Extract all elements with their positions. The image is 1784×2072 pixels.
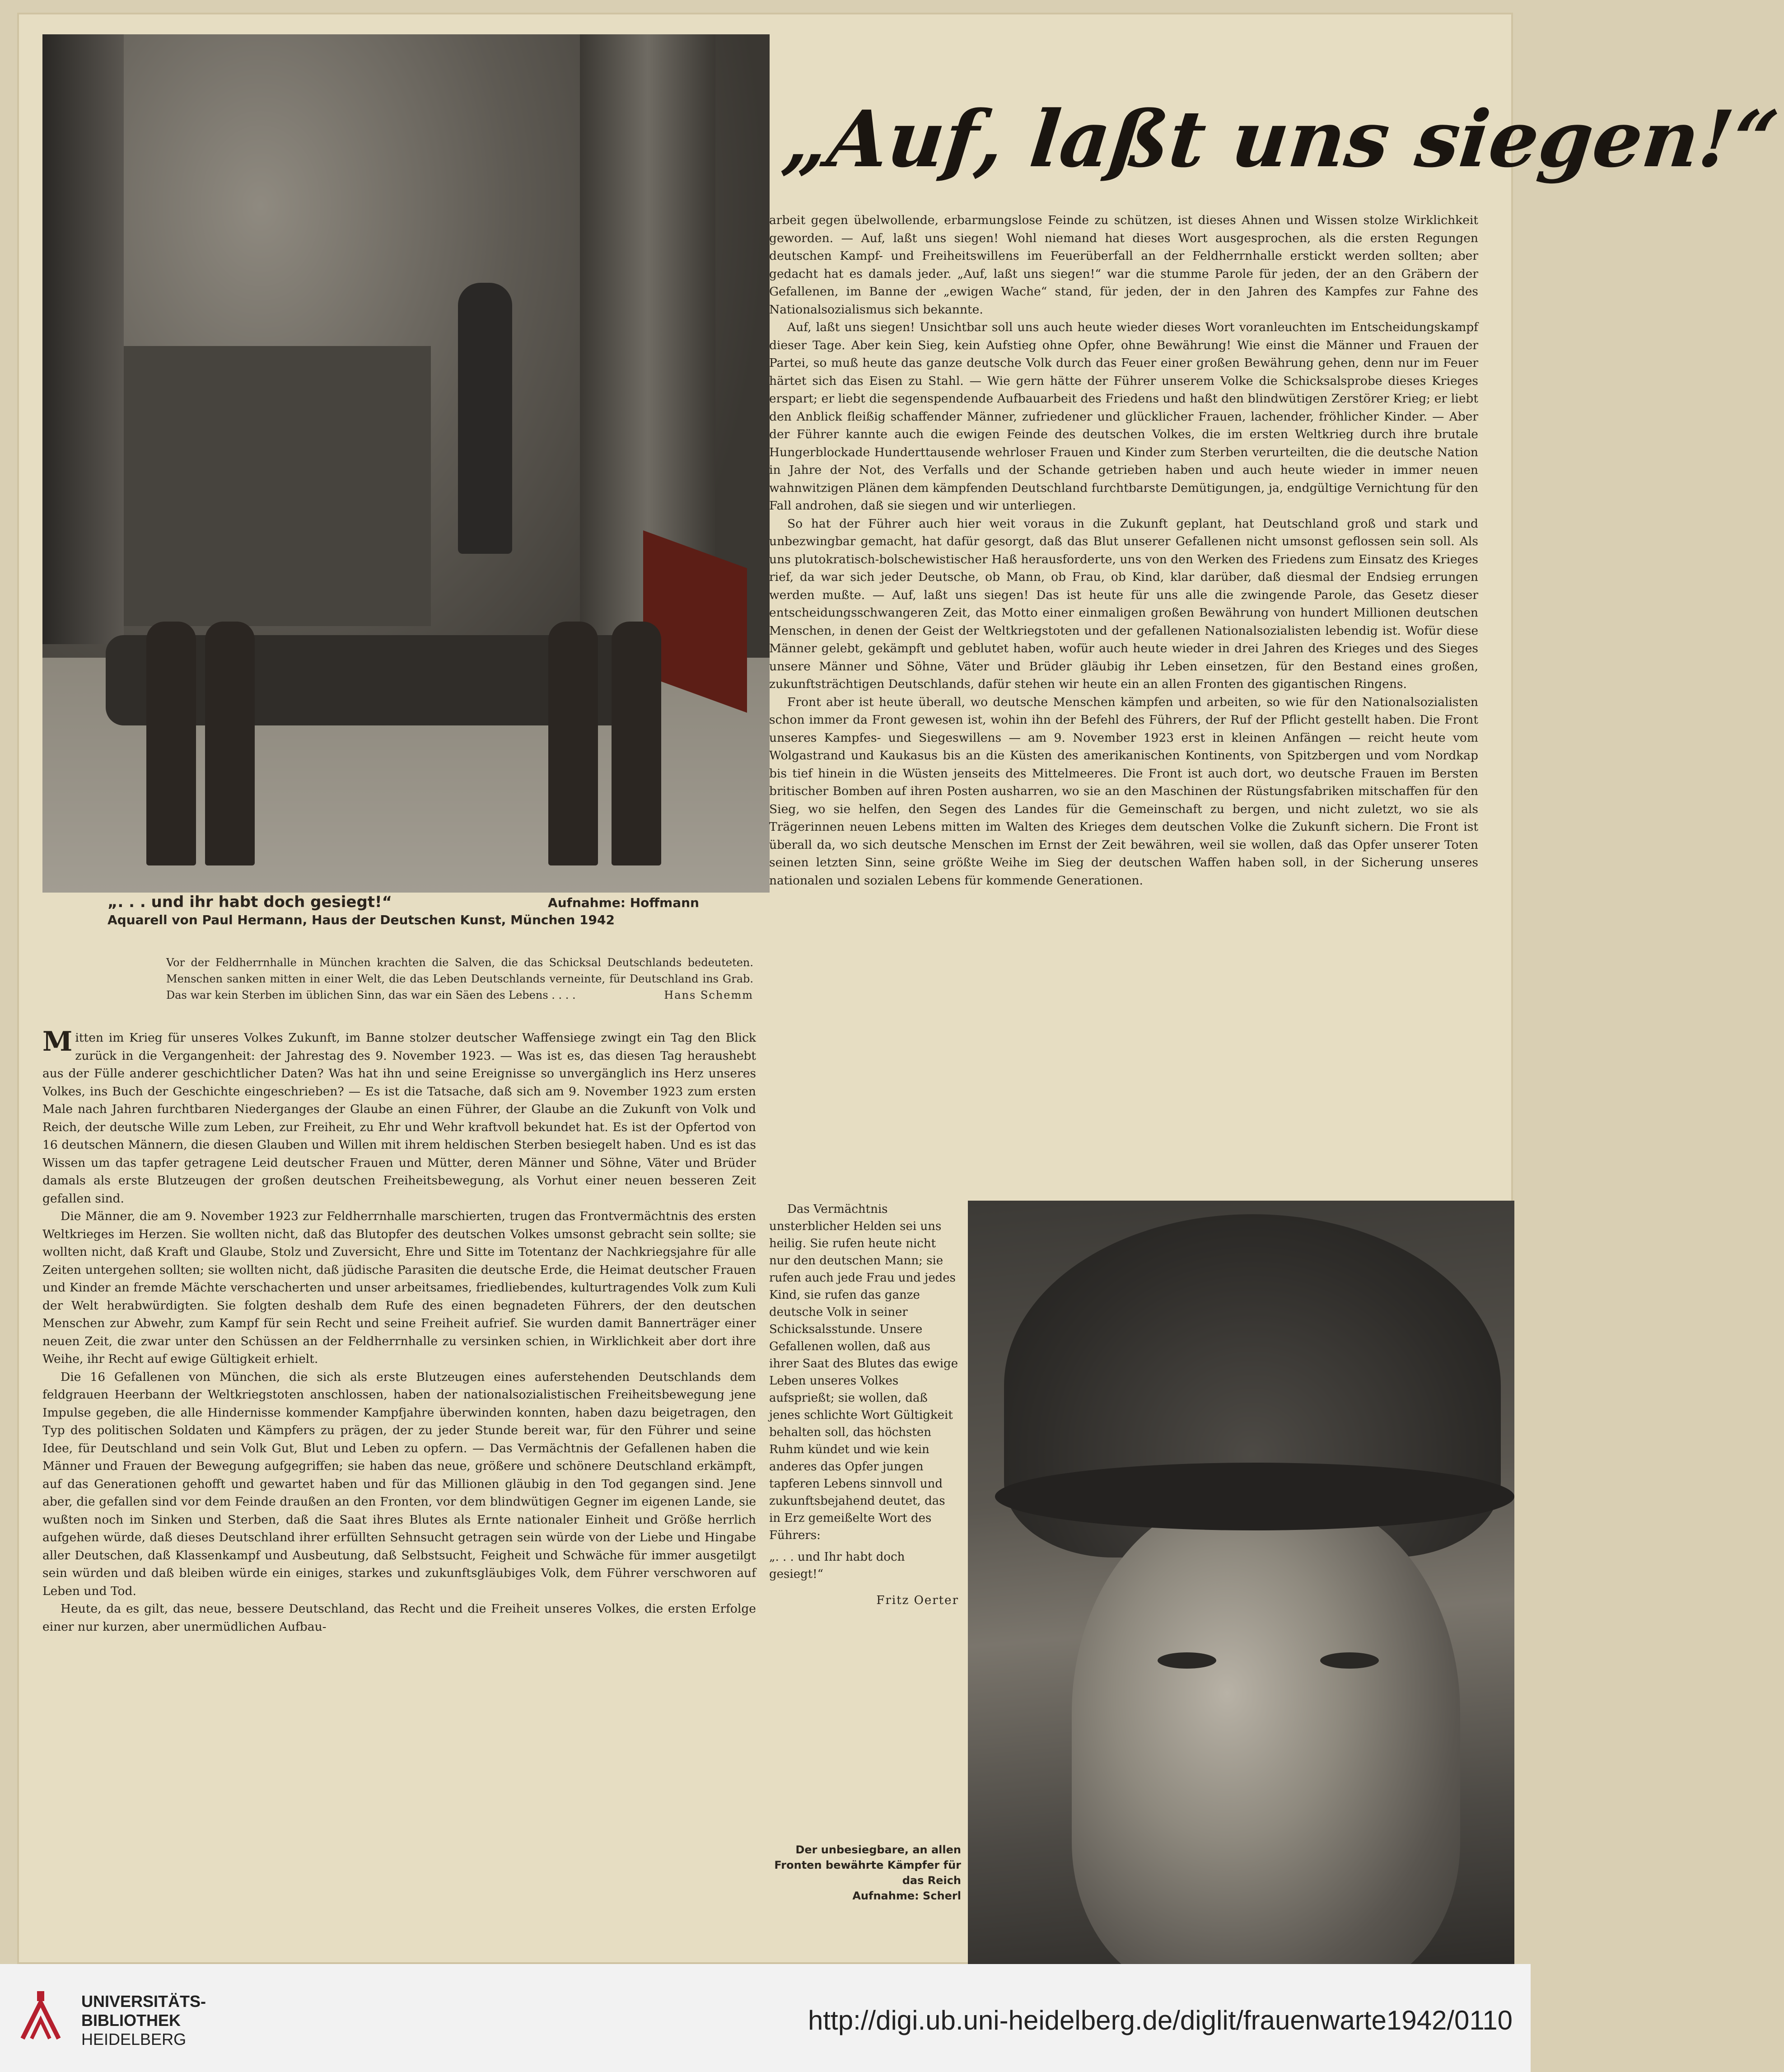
intro-signature: Hans Schemm <box>664 989 753 1001</box>
photo2-caption-credit: Aufnahme: Scherl <box>852 1890 961 1902</box>
fuehrer-quote: „. . . und Ihr habt doch gesiegt!“ <box>769 1550 905 1581</box>
library-line3: HEIDELBERG <box>81 2030 187 2049</box>
library-line2: BIBLIOTHEK <box>81 2011 181 2030</box>
photo1-caption-line2: Aquarell von Paul Hermann, Haus der Deutschen Kunst, München 1942 <box>107 912 615 927</box>
library-name <box>81 1992 206 2049</box>
right-column <box>769 211 1478 889</box>
library-line1: UNIVERSITÄTS- <box>81 1992 206 2011</box>
page-title: „Auf, laßt uns siegen!“ <box>778 93 1783 185</box>
feldherrnhalle-photo <box>42 34 770 893</box>
photo2-caption <box>758 1842 961 1904</box>
left-paragraph-2: Die Männer, die am 9. November 1923 zur Feldherrnhalle marschierten, trugen das Frontvermächtnis des ersten Weltkrieges im Herzen. Sie wollten nicht, daß das Blutopfer des deutschen Volkes umsonst gebracht sein sollte; sie wollten nicht, daß Kraft und Glaube, Stolz und Zuversicht, Ehre und Sitte im Totentanz der Nachkriegsjahre für alle Zeiten untergehen sollten; sie wollten nicht, daß jüdische Parasiten die deutsche Erde, die Heimat deutscher Frauen und Kinder an fremde Mächte verschacherten und unser arbeitsames, friedliebendes, kulturtragendes Volk zum Kuli der Welt herabwürdigten. Sie folgten deshalb dem Rufe des einen begnadeten Führers, der den deutschen Menschen zur Abwehr, zum Kampf für sein Recht und seine Freiheit aufrief. Sie wurden damit Bannerträger einer neuen Zeit, die zwar unter den Schüssen an der Feldherrnhalle zu versinken schien, in Wirklichkeit aber dort ihre Weihe, ihr Recht auf ewige Gültigkeit erhielt. <box>42 1209 756 1366</box>
intro-text: Vor der Feldherrnhalle in München krachten die Salven, die das Schicksal Deutschlands bedeuteten. Menschen sanken mitten in einer Welt, die das Leben Deutschlands verneinte, für Deutschland ins Grab. Das war kein Sterben im üblichen Sinn, das war ein Säen des Lebens . . . . <box>166 956 753 1001</box>
drop-initial: M <box>42 1026 73 1057</box>
intro-quote <box>166 954 753 1003</box>
photo1-caption <box>107 893 699 929</box>
right-paragraph-4: Front aber ist heute überall, wo deutsche Menschen kämpfen und arbeiten, so wie für den Nationalsozialisten schon immer da Front gewesen ist, wohin ihn der Befehl des Führers, der Ruf der Pflicht gestellt haben. Die Front unseres Kampfes- und Siegeswillens — am 9. November 1923 erst in kleinen Anfängen — reicht heute vom Wolgastrand und Kaukasus bis an die Küsten des amerikanischen Kontinents, von Spitzbergen und vom Nordkap bis tief hinein in die Wüsten jenseits des Mittelmeeres. Die Front ist auch dort, wo deutsche Frauen im Bersten britischer Bomben auf ihren Posten ausharren, wo sie an den Maschinen der Rüstungsfabriken mitschaffen für den Sieg, wo sie helfen, den Segen des Landes für die Gemeinschaft zu bergen, und nicht zuletzt, wo sie als Trägerinnen neuen Lebens mitten im Walten des Krieges dem deutschen Volke die Zukunft sichern. Die Front ist überall da, wo sich deutsche Menschen im Ernst der Zeit bewähren, weil sie wollen, daß das Opfer unserer Toten seinen letzten Sinn, seine größte Weihe im Sieg der deutschen Waffen haben soll, in der Sicherung unseres nationalen und sozialen Lebens für kommende Generationen. <box>769 695 1478 888</box>
right-paragraph-2: Auf, laßt uns siegen! Unsichtbar soll uns auch heute wieder dieses Wort voranleuchten im Entscheidungskampf dieser Tage. Aber kein Sieg, kein Aufstieg ohne Opfer, ohne Bewährung! Wie einst die Männer und Frauen der Partei, so muß heute das ganze deutsche Volk durch das Feuer einer großen Bewährung gehen, denn nur im Feuer härtet sich das Eisen zu Stahl. — Wie gern hätte der Führer unserem Volke die Schicksalsprobe dieses Krieges erspart; er liebt die segenspendende Aufbauarbeit des Friedens und haßt den blindwütigen Zerstörer Krieg; er liebt den Anblick fleißig schaffender Männer, zufriedener und glücklicher Frauen, lachender, fröhlicher Kinder. — Aber der Führer kannte auch die ewigen Feinde des deutschen Volkes, die im ersten Weltkrieg durch ihre brutale Hungerblockade Hunderttausende wehrloser Frauen und Kinder zum Sterben verurteilten, die die deutsche Nation in Jahre der Not, des Verfalls und der Schande getrieben haben und auch heute wieder in immer neuen wahnwitzigen Plänen dem kämpfenden Deutschland furchtbarste Demütigungen, ja, endgültige Vernichtung für den Fall androhen, daß sie siegen und wir unterliegen. <box>769 320 1478 513</box>
source-url-link[interactable]: http://digi.ub.uni-heidelberg.de/diglit/frauenwarte1942/0110 <box>808 2005 1513 2035</box>
library-logo-icon <box>14 1984 68 2050</box>
photo1-caption-credit: Aufnahme: Hoffmann <box>548 895 699 910</box>
narrow-signature: Fritz Oerter <box>876 1594 959 1607</box>
left-paragraph-4: Heute, da es gilt, das neue, bessere Deutschland, das Recht und die Freiheit unseres Volkes, die ersten Erfolge einer nur kurzen, aber unermüdlichen Aufbau- <box>42 1602 756 1634</box>
right-paragraph-1: arbeit gegen übelwollende, erbarmungslose Feinde zu schützen, ist dieses Ahnen und Wissen stolze Wirklichkeit geworden. — Auf, laßt uns siegen! Wohl niemand hat dieses Wort ausgesprochen, als die ersten Regungen deutschen Kampf- und Freiheitswillens im Feuerüberfall an der Feldherrnhalle erstickt werden sollten; aber gedacht hat es damals jeder. „Auf, laßt uns siegen!“ war die stumme Parole für jeden, der an den Gräbern der Gefallenen, im Banne der „ewigen Wache“ stand, für jeden, der in den Jahren des Kampfes zur Fahne des Nationalsozialismus sich bekannte. <box>769 213 1478 317</box>
magazine-page <box>17 13 1783 1964</box>
narrow-paragraph: Das Vermächtnis unsterblicher Helden sei uns heilig. Sie rufen heute nicht nur den deutschen Mann; sie rufen auch jede Frau und jedes Kind, sie rufen das ganze deutsche Volk in seiner Schicksalsstunde. Unsere Gefallenen wollen, daß aus ihrer Saat des Blutes das ewige Leben unseres Volkes aufsprießt; sie wollen, daß jenes schlichte Wort Gültigkeit behalten soll, das höchsten Ruhm kündet und wie kein anderes das Opfer jungen tapferen Lebens sinnvoll und zukunftsbejahend deutet, das in Erz gemeißelte Wort des Führers: <box>769 1202 958 1542</box>
left-paragraph-3: Die 16 Gefallenen von München, die sich als erste Blutzeugen eines auferstehenden Deutschlands dem feldgrauen Heerbann der Weltkriegstoten anschlossen, haben der nationalsozialistischen Freiheitsbewegung jene Impulse gegeben, die alle Hindernisse kommender Kampfjahre überwinden konnten, haben dazu beigetragen, den Typ des politischen Soldaten und Kämpfers zu prägen, der zu jeder Stunde bereit war, für den Führer und seine Idee, für Deutschland und sein Volk Gut, Blut und Leben zu opfern. — Das Vermächtnis der Gefallenen haben die Männer und Frauen der Bewegung aufgegriffen; sie haben das neue, größere und schönere Deutschland erkämpft, auf das Generationen gehofft und gewartet haben und für das Millionen gläubig in den Tod gegangen sind. Jene aber, die gefallen sind vor dem Feinde draußen an den Fronten, vor dem blindwütigen Gegner im eigenen Lande, sie wußten noch im Sinken und Sterben, daß die Saat ihres Blutes als Ernte nationaler Einheit und Größe herrlich aufgehen würde, daß dieses Deutschland ihrer erfüllten Sehnsucht getragen sein würde von der Liebe und Hingabe aller Deutschen, daß Klassenkampf und Ausbeutung, daß Selbstsucht, Feigheit und Schwäche für immer ausgetilgt sein würden und daß bleiben würde ein einiges, starkes und zukunftsgläubiges Volk, dem Führer verschworen auf Leben und Tod. <box>42 1370 756 1598</box>
left-column <box>42 1026 756 1636</box>
soldier-photo <box>968 1201 1514 1964</box>
left-paragraph-1: Mitten im Krieg für unseres Volkes Zukunft, im Banne stolzer deutscher Waffensiege zwingt ein Tag den Blick zurück in die Vergangenheit: der Jahrestag des 9. November 1923. — Was ist es, das diesen Tag heraushebt aus der Fülle anderer geschichtlicher Daten? Was hat ihn und seine Ereignisse so unvergänglich ins Herz unseres Volkes, ins Buch der Geschichte eingeschrieben? — Es ist die Tatsache, daß sich am 9. November 1923 zum ersten Male nach Jahren furchtbaren Niederganges der Glaube an einen Führer, der Glaube an die Zukunft von Volk und Reich, der deutsche Wille zum Leben, zur Freiheit, zu Ehr und Wehr kraftvoll bekundet hat. Es ist der Opfertod von 16 deutschen Männern, die diesen Glauben und Willen mit ihrem heldischen Sterben besiegelt haben. Und es ist das Wissen um das tapfer getragene Leid deutscher Frauen und Mütter, deren Männer und Söhne, Väter und Brüder damals als erste Blutzeugen der großen deutschen Freiheitsbewegung, als Vorhut einer neuen besseren Zeit gefallen sind. <box>42 1026 756 1206</box>
narrow-column <box>769 1201 959 1609</box>
photo1-caption-quote: „. . . und ihr habt doch gesiegt!“ <box>107 893 392 911</box>
library-footer <box>0 1964 1531 2072</box>
photo2-caption-text: Der unbesiegbare, an allen Fronten bewährte Kämpfer für das Reich <box>774 1843 961 1887</box>
right-paragraph-3: So hat der Führer auch hier weit voraus in die Zukunft geplant, hat Deutschland groß und stark und unbezwingbar gemacht, hat dafür gesorgt, daß das Blut unserer Gefallenen nicht umsonst geflossen sein soll. Als uns plutokratisch-bolschewistischer Haß herausforderte, uns von den Werken des Friedens zum Einsatz des Krieges rief, da war sich jeder Deutsche, ob Mann, ob Frau, ob Kind, klar darüber, daß diesmal der Endsieg errungen werden mußte. — Auf, laßt uns siegen! Das ist heute für uns alle die zwingende Parole, das Gesetz dieser entscheidungsschwangeren Zeit, das Motto einer einmaligen großen Bewährung von hundert Millionen deutschen Menschen, in denen der Geist der Weltkriegstoten und der gefallenen Nationalsozialisten lebendig ist. Wofür diese Männer gelebt, gekämpft und geblutet haben, wofür auch heute wieder in drei Jahren des Krieges und des Sieges unsere Männer und Söhne, Väter und Brüder gläubig ihr Leben einsetzen, für den Bestand eines großen, zukunftsträchtigen Deutschlands, dafür stehen wir heute ein an allen Fronten des gigantischen Ringens. <box>769 516 1478 691</box>
